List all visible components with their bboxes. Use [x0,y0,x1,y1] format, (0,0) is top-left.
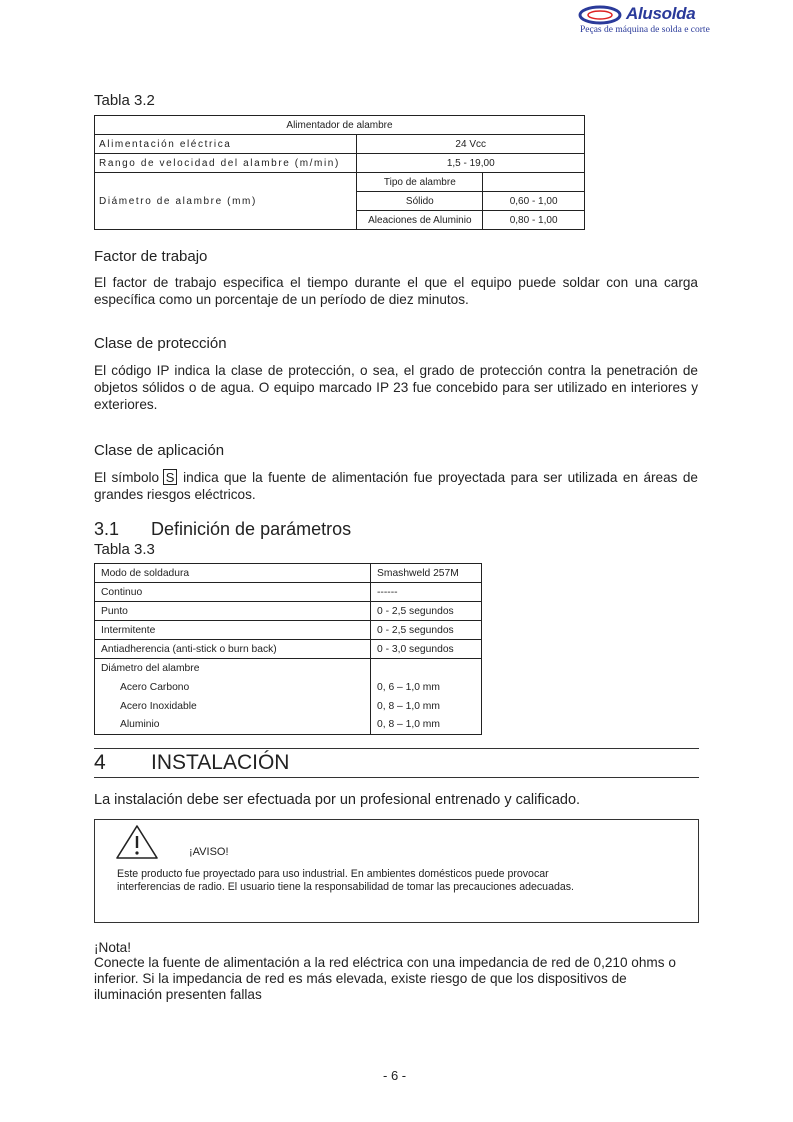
note-title: ¡Nota! [94,940,132,955]
material-value: 0, 6 – 1,0 mm [371,678,482,697]
note-line-3: iluminación presenten fallas [94,987,262,1002]
section-4-number: 4 [94,751,106,774]
material-label: Acero Inoxidable [95,697,371,716]
diameter-label: Diámetro del alambre [95,659,371,678]
table-row [95,640,482,659]
section-4-title: INSTALACIÓN [151,751,290,774]
row-value: 24 Vcc [357,135,585,154]
logo-name: Alusolda [626,4,696,23]
note-line-1: Conecte la fuente de alimentación a la red eléctrica con una impedancia de red de 0,210 ohms o [94,955,676,970]
wire-type: Aleaciones de Aluminio [357,211,483,230]
table-row [95,135,585,154]
row-label: Punto [95,602,371,621]
empty-cell [371,659,482,678]
company-logo [578,4,730,38]
table-row [95,716,482,735]
diameter-label: Diámetro de alambre (mm) [95,173,357,230]
table-row [95,697,482,716]
row-label: Rango de velocidad del alambre (m/min) [95,154,357,173]
material-value: 0, 8 – 1,0 mm [371,716,482,735]
application-text-before: El símbolo [94,470,160,485]
row-value: 0 - 3,0 segundos [371,640,482,659]
application-heading: Clase de aplicación [94,442,225,459]
warning-box [94,819,699,923]
s-symbol-icon: S [163,469,177,485]
row-value: Smashweld 257M [371,564,482,583]
wire-feeder-table [94,115,585,230]
row-value: 0 - 2,5 segundos [371,602,482,621]
material-label: Aluminio [95,716,371,735]
material-label: Acero Carbono [95,678,371,697]
logo-swoosh-icon [578,4,626,26]
row-label: Intermitente [95,621,371,640]
row-label: Antiadherencia (anti-stick o burn back) [95,640,371,659]
parameters-table [94,563,482,735]
application-text [94,469,698,503]
table-row [95,678,482,697]
protection-heading: Clase de protección [94,335,227,352]
empty-cell [483,173,585,192]
warning-triangle-icon [115,824,159,860]
material-value: 0, 8 – 1,0 mm [371,697,482,716]
row-value: 1,5 - 19,00 [357,154,585,173]
section-divider-bottom [94,777,699,778]
row-value: ------ [371,583,482,602]
wire-diameter-value: 0,80 - 1,00 [483,211,585,230]
table-title: Alimentador de alambre [95,116,585,135]
table-row [95,621,482,640]
section-3-1-number: 3.1 [94,519,120,539]
warning-line-1: Este producto fue proyectado para uso industrial. En ambientes domésticos puede provocar [117,868,549,880]
table-row [95,583,482,602]
table-row [95,154,585,173]
page-number: - 6 - [383,1068,407,1083]
application-text-after: indica que la fuente de alimentación fue proyectada para ser utilizada en áreas de grandes riesgos eléctricos. [94,470,698,502]
warning-line-2: interferencias de radio. El usuario tiene la responsabilidad de tomar las precauciones adecuadas. [117,881,574,893]
table-row [95,602,482,621]
factor-heading: Factor de trabajo [94,248,208,265]
table-3-2-caption: Tabla 3.2 [94,92,155,109]
warning-title: ¡AVISO! [189,846,229,858]
section-3-1-title: Definición de parámetros [151,519,352,539]
row-label: Alimentación eléctrica [95,135,357,154]
wire-type-header: Tipo de alambre [357,173,483,192]
table-row [95,173,585,192]
note-line-2: inferior. Si la impedancia de red es más elevada, existe riesgo de que los dispositivos de [94,971,627,986]
protection-text: El código IP indica la clase de protección, o sea, el grado de protección contra la penetración de objetos sólidos o de agua. O equipo marcado IP 23 fue concebido para ser utilizado en interiores y exteriores. [94,363,698,412]
table-row [95,564,482,583]
wire-diameter-value: 0,60 - 1,00 [483,192,585,211]
wire-type: Sólido [357,192,483,211]
section-divider-top [94,748,699,749]
table-3-3-caption: Tabla 3.3 [94,541,155,558]
logo-tagline: Peças de máquina de solda e corte [580,25,710,35]
factor-text: El factor de trabajo especifica el tiempo durante el que el equipo puede soldar con una carga específica como un porcentaje de un período de diez minutos. [94,275,698,307]
table-row [95,659,482,678]
installation-intro: La instalación debe ser efectuada por un profesional entrenado y calificado. [94,792,581,808]
row-label: Continuo [95,583,371,602]
row-value: 0 - 2,5 segundos [371,621,482,640]
row-label: Modo de soldadura [95,564,371,583]
